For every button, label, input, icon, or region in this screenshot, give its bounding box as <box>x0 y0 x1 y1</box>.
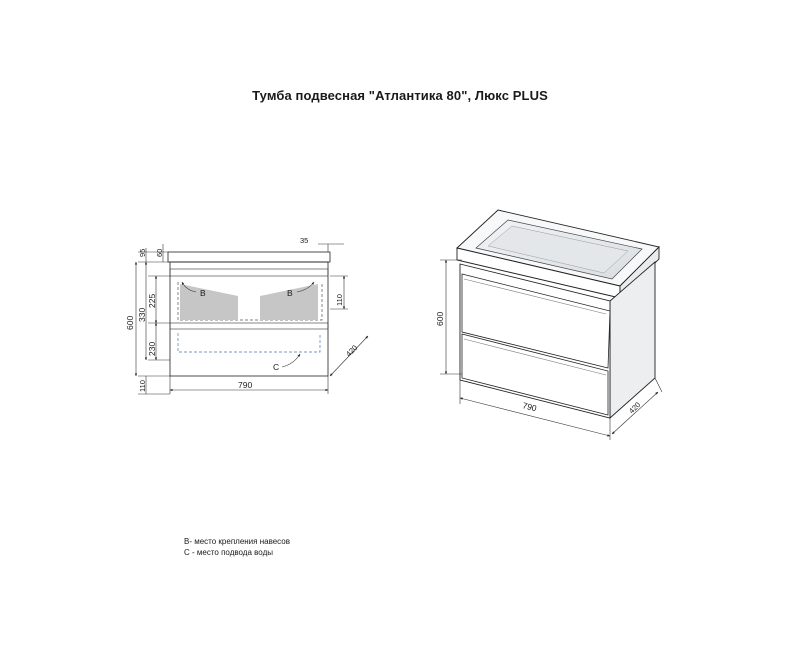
mark-c: C <box>273 362 280 372</box>
front-countertop <box>168 252 330 262</box>
drawing-title: Тумба подвесная "Атлантика 80", Люкс PLUS <box>252 88 548 103</box>
legend-b: В- место крепления навесов <box>184 537 290 546</box>
dim-110-bottom: 110 <box>138 380 147 392</box>
iso-view <box>435 210 662 440</box>
dim-790-front: 790 <box>238 380 253 390</box>
dim-790-iso: 790 <box>521 400 538 414</box>
front-upper-rail <box>170 269 328 276</box>
mark-b-right: B <box>287 288 293 298</box>
front-middle-rail <box>170 323 328 329</box>
dim-600-front: 600 <box>125 315 135 330</box>
dim-330: 330 <box>137 307 147 322</box>
legend <box>184 536 290 558</box>
mark-b-left: B <box>200 288 206 298</box>
dim-230: 230 <box>147 341 157 356</box>
front-lower-hidden-line <box>178 333 320 352</box>
dim-600-iso: 600 <box>435 311 445 326</box>
dim-110-right: 110 <box>335 294 344 306</box>
dim-95: 95 <box>138 248 147 257</box>
dim-60: 60 <box>155 248 164 257</box>
dim-225: 225 <box>147 293 157 308</box>
legend-c: С - место подвода воды <box>184 548 273 557</box>
ext-line <box>655 378 662 392</box>
arrow-c <box>282 354 300 367</box>
front-view <box>125 236 368 394</box>
dim-420-front: 420 <box>344 343 360 359</box>
dim-420-iso: 420 <box>627 400 643 416</box>
dim-35: 35 <box>300 236 309 245</box>
